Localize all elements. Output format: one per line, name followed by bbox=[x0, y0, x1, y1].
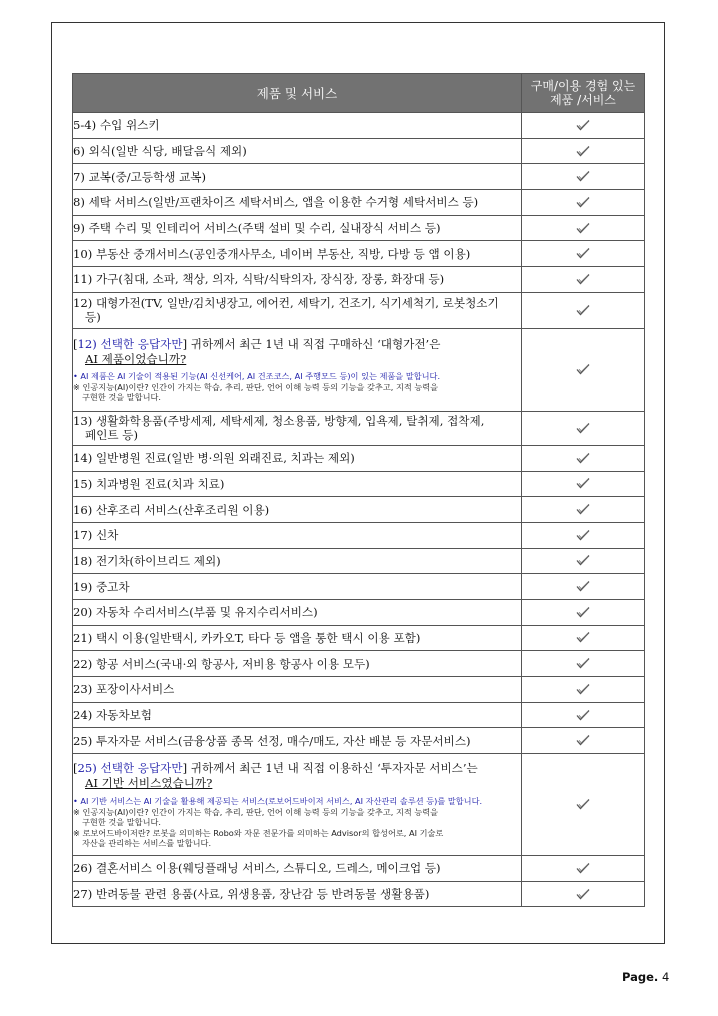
table-header-row bbox=[73, 74, 645, 113]
check-cell[interactable] bbox=[522, 471, 645, 497]
checkmark-icon bbox=[576, 304, 590, 316]
row-label-line1: 12) 대형가전(TV, 일반/김치냉장고, 에어컨, 세탁기, 건조기, 식기세척기, 로봇청소기 bbox=[73, 296, 499, 311]
footnote-line2: 구현한 것을 말합니다. bbox=[82, 392, 161, 403]
table-row bbox=[73, 574, 645, 600]
check-cell[interactable] bbox=[522, 215, 645, 241]
checkmark-icon bbox=[576, 631, 590, 643]
row-label: 21) 택시 이용(일반택시, 카카오T, 타다 등 앱을 통한 택시 이용 포함) bbox=[73, 625, 522, 651]
check-cell[interactable] bbox=[522, 292, 645, 328]
table-row bbox=[73, 445, 645, 471]
check-cell[interactable] bbox=[522, 522, 645, 548]
table-row bbox=[73, 267, 645, 293]
footnote-line1: ※ 인공지능(AI)이란? 인간이 가지는 학습, 추리, 판단, 언어 이해 능력 등의 기능을 갖추고, 지적 능력을 bbox=[73, 381, 439, 392]
header-experience-line1: 구매/이용 경험 있는 bbox=[530, 79, 636, 93]
table-row bbox=[73, 702, 645, 728]
checkmark-icon bbox=[576, 145, 590, 157]
table-row bbox=[73, 241, 645, 267]
header-experience-line2: 제품 /서비스 bbox=[550, 93, 616, 107]
table-row bbox=[73, 522, 645, 548]
followup-question-row bbox=[73, 328, 645, 411]
check-cell[interactable] bbox=[522, 241, 645, 267]
definition-bullet: • AI 제품은 AI 기술이 적용된 기능(AI 신선케어, AI 건조코스, AI 주행모드 등)이 있는 제품을 말합니다. bbox=[73, 370, 441, 381]
row-label: 23) 포장이사서비스 bbox=[73, 677, 522, 703]
footnote bbox=[73, 382, 521, 403]
check-cell[interactable] bbox=[522, 754, 645, 856]
check-cell[interactable] bbox=[522, 445, 645, 471]
checkmark-icon bbox=[576, 363, 590, 375]
check-cell[interactable] bbox=[522, 113, 645, 139]
row-label: 14) 일반병원 진료(일반 병·의원 외래진료, 치과는 제외) bbox=[73, 445, 522, 471]
row-label: 8) 세탁 서비스(일반/프랜차이즈 세탁서비스, 앱을 이용한 수거형 세탁서비스 등) bbox=[73, 190, 522, 216]
row-label: 16) 산후조리 서비스(산후조리원 이용) bbox=[73, 497, 522, 523]
check-cell[interactable] bbox=[522, 190, 645, 216]
table-row bbox=[73, 138, 645, 164]
row-label: 6) 외식(일반 식당, 배달음식 제외) bbox=[73, 138, 522, 164]
row-label-line2: 페인트 등) bbox=[85, 428, 139, 443]
checkmark-icon bbox=[576, 503, 590, 515]
selected-respondent-tag: 25) 선택한 응답자만 bbox=[77, 760, 183, 775]
question-text-line2: AI 기반 서비스였습니까? bbox=[85, 775, 213, 790]
checkmark-icon bbox=[576, 683, 590, 695]
row-label: 19) 중고차 bbox=[73, 574, 522, 600]
checkmark-icon bbox=[576, 119, 590, 131]
checkmark-icon bbox=[576, 452, 590, 464]
checkmark-icon bbox=[576, 422, 590, 434]
followup-question-12 bbox=[73, 328, 522, 411]
page-number-value: 4 bbox=[661, 970, 670, 984]
check-cell[interactable] bbox=[522, 625, 645, 651]
footnote-line1: ※ 인공지능(AI)이란? 인간이 가지는 학습, 추리, 판단, 언어 이해 능력 등의 기능을 갖추고, 지적 능력을 bbox=[73, 806, 439, 817]
check-cell[interactable] bbox=[522, 856, 645, 882]
row-label: 17) 신차 bbox=[73, 522, 522, 548]
table-row bbox=[73, 190, 645, 216]
header-experience bbox=[522, 74, 645, 113]
row-label: 10) 부동산 중개서비스(공인중개사무소, 네이버 부동산, 직방, 다방 등 앱 이용) bbox=[73, 241, 522, 267]
row-label: 22) 항공 서비스(국내·외 항공사, 저비용 항공사 이용 모두) bbox=[73, 651, 522, 677]
row-label: 26) 결혼서비스 이용(웨딩플래닝 서비스, 스튜디오, 드레스, 메이크업 등) bbox=[73, 856, 522, 882]
table-row bbox=[73, 651, 645, 677]
checkmark-icon bbox=[576, 580, 590, 592]
checkmark-icon bbox=[576, 554, 590, 566]
check-cell[interactable] bbox=[522, 138, 645, 164]
checkmark-icon bbox=[576, 862, 590, 874]
checkmark-icon bbox=[576, 798, 590, 810]
table-row bbox=[73, 881, 645, 907]
question-text: ] 귀하께서 최근 1년 내 직접 이용하신 ‘투자자문 서비스’는 bbox=[182, 760, 478, 775]
check-cell[interactable] bbox=[522, 677, 645, 703]
footnote bbox=[73, 807, 521, 849]
row-label: 24) 자동차보험 bbox=[73, 702, 522, 728]
check-cell[interactable] bbox=[522, 881, 645, 907]
check-cell[interactable] bbox=[522, 497, 645, 523]
bracket-open: [ bbox=[73, 760, 78, 775]
check-cell[interactable] bbox=[522, 328, 645, 411]
row-label: 7) 교복(중/고등학생 교복) bbox=[73, 164, 522, 190]
row-label: 5-4) 수입 위스키 bbox=[73, 113, 522, 139]
check-cell[interactable] bbox=[522, 651, 645, 677]
check-cell[interactable] bbox=[522, 574, 645, 600]
table-row bbox=[73, 164, 645, 190]
checkmark-icon bbox=[576, 196, 590, 208]
row-label: 27) 반려동물 관련 용품(사료, 위생용품, 장난감 등 반려동물 생활용품) bbox=[73, 881, 522, 907]
checkmark-icon bbox=[576, 477, 590, 489]
row-label-line2: 등) bbox=[85, 310, 101, 325]
checkmark-icon bbox=[576, 709, 590, 721]
check-cell[interactable] bbox=[522, 267, 645, 293]
check-cell[interactable] bbox=[522, 164, 645, 190]
page-label: Page. bbox=[622, 970, 659, 984]
definition-bullet: • AI 기반 서비스는 AI 기술을 활용해 제공되는 서비스(로보어드바이저 서비스, AI 자산관리 솔루션 등)를 말합니다. bbox=[73, 795, 483, 806]
row-label: 15) 치과병원 진료(치과 치료) bbox=[73, 471, 522, 497]
checkmark-icon bbox=[576, 247, 590, 259]
question-text-line2: AI 제품이었습니까? bbox=[85, 351, 187, 366]
footnote-line2: 구현한 것을 말합니다. bbox=[82, 817, 161, 828]
page-number bbox=[622, 970, 669, 984]
table-row bbox=[73, 471, 645, 497]
table-row bbox=[73, 599, 645, 625]
bracket-open: [ bbox=[73, 336, 78, 351]
table-row bbox=[73, 625, 645, 651]
followup-question-25 bbox=[73, 754, 522, 856]
survey-table bbox=[72, 73, 645, 907]
header-product-service: 제품 및 서비스 bbox=[73, 74, 522, 113]
check-cell[interactable] bbox=[522, 728, 645, 754]
footnote-line4: 자산을 관리하는 서비스를 말합니다. bbox=[82, 838, 212, 849]
table-row bbox=[73, 113, 645, 139]
checkmark-icon bbox=[576, 734, 590, 746]
checkmark-icon bbox=[576, 606, 590, 618]
table-row bbox=[73, 292, 645, 328]
table-row bbox=[73, 411, 645, 445]
checkmark-icon bbox=[576, 529, 590, 541]
checkmark-icon bbox=[576, 222, 590, 234]
check-cell[interactable] bbox=[522, 702, 645, 728]
table-row bbox=[73, 677, 645, 703]
table-row bbox=[73, 497, 645, 523]
table-row bbox=[73, 548, 645, 574]
row-label: 25) 투자자문 서비스(금융상품 종목 선정, 매수/매도, 자산 배분 등 자문서비스) bbox=[73, 728, 522, 754]
check-cell[interactable] bbox=[522, 548, 645, 574]
checkmark-icon bbox=[576, 657, 590, 669]
check-cell[interactable] bbox=[522, 599, 645, 625]
question-text: ] 귀하께서 최근 1년 내 직접 구매하신 ‘대형가전’은 bbox=[182, 336, 441, 351]
table-row bbox=[73, 856, 645, 882]
row-label: 11) 가구(침대, 소파, 책상, 의자, 식탁/식탁의자, 장식장, 장롱, 화장대 등) bbox=[73, 267, 522, 293]
table-row bbox=[73, 728, 645, 754]
row-label: 9) 주택 수리 및 인테리어 서비스(주택 설비 및 수리, 실내장식 서비스 등) bbox=[73, 215, 522, 241]
row-label bbox=[73, 292, 522, 328]
check-cell[interactable] bbox=[522, 411, 645, 445]
table-row bbox=[73, 215, 645, 241]
row-label: 20) 자동차 수리서비스(부품 및 유지수리서비스) bbox=[73, 599, 522, 625]
checkmark-icon bbox=[576, 170, 590, 182]
followup-question-row bbox=[73, 754, 645, 856]
footnote-line3: ※ 로보어드바이저란? 로봇을 의미하는 Robo와 자문 전문가를 의미하는 Advisor의 합성어로, AI 기술로 bbox=[73, 827, 444, 838]
selected-respondent-tag: 12) 선택한 응답자만 bbox=[77, 336, 183, 351]
row-label: 18) 전기차(하이브리드 제외) bbox=[73, 548, 522, 574]
row-label bbox=[73, 411, 522, 445]
row-label-line1: 13) 생활화학용품(주방세제, 세탁세제, 청소용품, 방향제, 입욕제, 탈취제, 접착제, bbox=[73, 414, 485, 429]
checkmark-icon bbox=[576, 888, 590, 900]
checkmark-icon bbox=[576, 273, 590, 285]
